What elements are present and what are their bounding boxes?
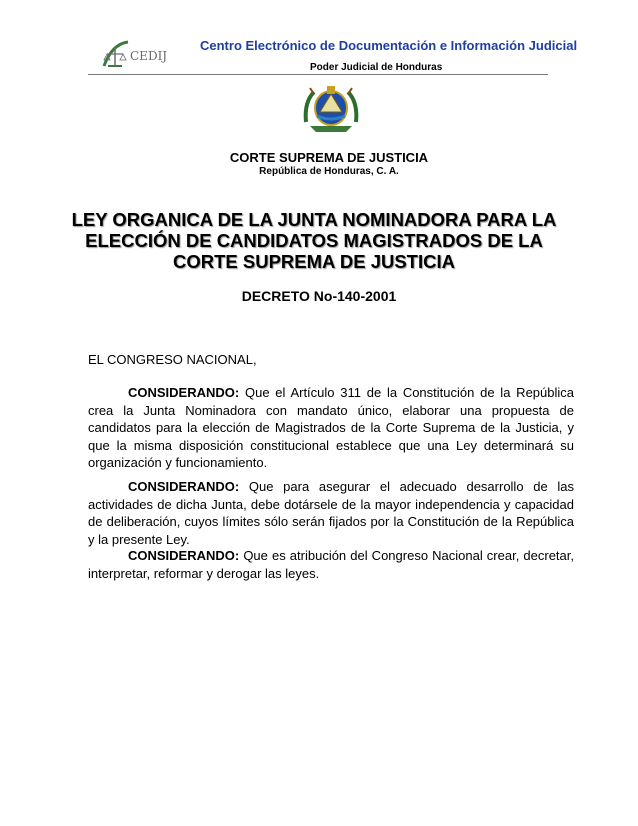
considerando-paragraph [88, 384, 574, 472]
congress-intro: EL CONGRESO NACIONAL, [88, 352, 257, 367]
court-name: CORTE SUPREMA DE JUSTICIA [229, 150, 429, 165]
considerando-label: CONSIDERANDO: [128, 385, 240, 400]
considerando-text: Que el Artículo 311 de la Constitución de la República crea la Junta Nominadora con mandato único, elaborar una propuesta de candidatos para la elección de Magistrados de la Corte Suprema de la Justicia, y que la misma disposición constitucional establece que una Ley determinará su organización y funcionamiento. [88, 385, 574, 470]
header-divider [88, 74, 548, 75]
considerando-paragraph [88, 547, 574, 582]
court-republic: República de Honduras, C. A. [259, 166, 399, 177]
law-title: LEY ORGANICA DE LA JUNTA NOMINADORA PARA LA ELECCIÓN DE CANDIDATOS MAGISTRADOS DE LA CORTE SUPREMA DE JUSTICIA [71, 209, 557, 272]
decree-number: DECRETO No-140-2001 [241, 288, 397, 304]
considerando-label: CONSIDERANDO: [128, 479, 240, 494]
considerando-paragraph [88, 478, 574, 548]
considerando-text: Que para asegurar el adecuado desarrollo de las actividades de dicha Junta, debe dotársele de la mayor independencia y capacidad de deliberación, cuyos límites sólo serán fijados por la Constitución de la República y la presente Ley. [88, 479, 574, 547]
header-title: Centro Electrónico de Documentación e Información Judicial [200, 38, 578, 53]
cedij-logo [98, 36, 178, 76]
header-subtitle: Poder Judicial de Honduras [310, 62, 443, 73]
coat-of-arms-emblem [300, 82, 362, 134]
logo-text: CEDIJ [130, 49, 168, 63]
considerando-text: Que es atribución del Congreso Nacional crear, decretar, interpretar, reformar y derogar las leyes. [88, 548, 574, 581]
considerando-label: CONSIDERANDO: [128, 548, 240, 563]
